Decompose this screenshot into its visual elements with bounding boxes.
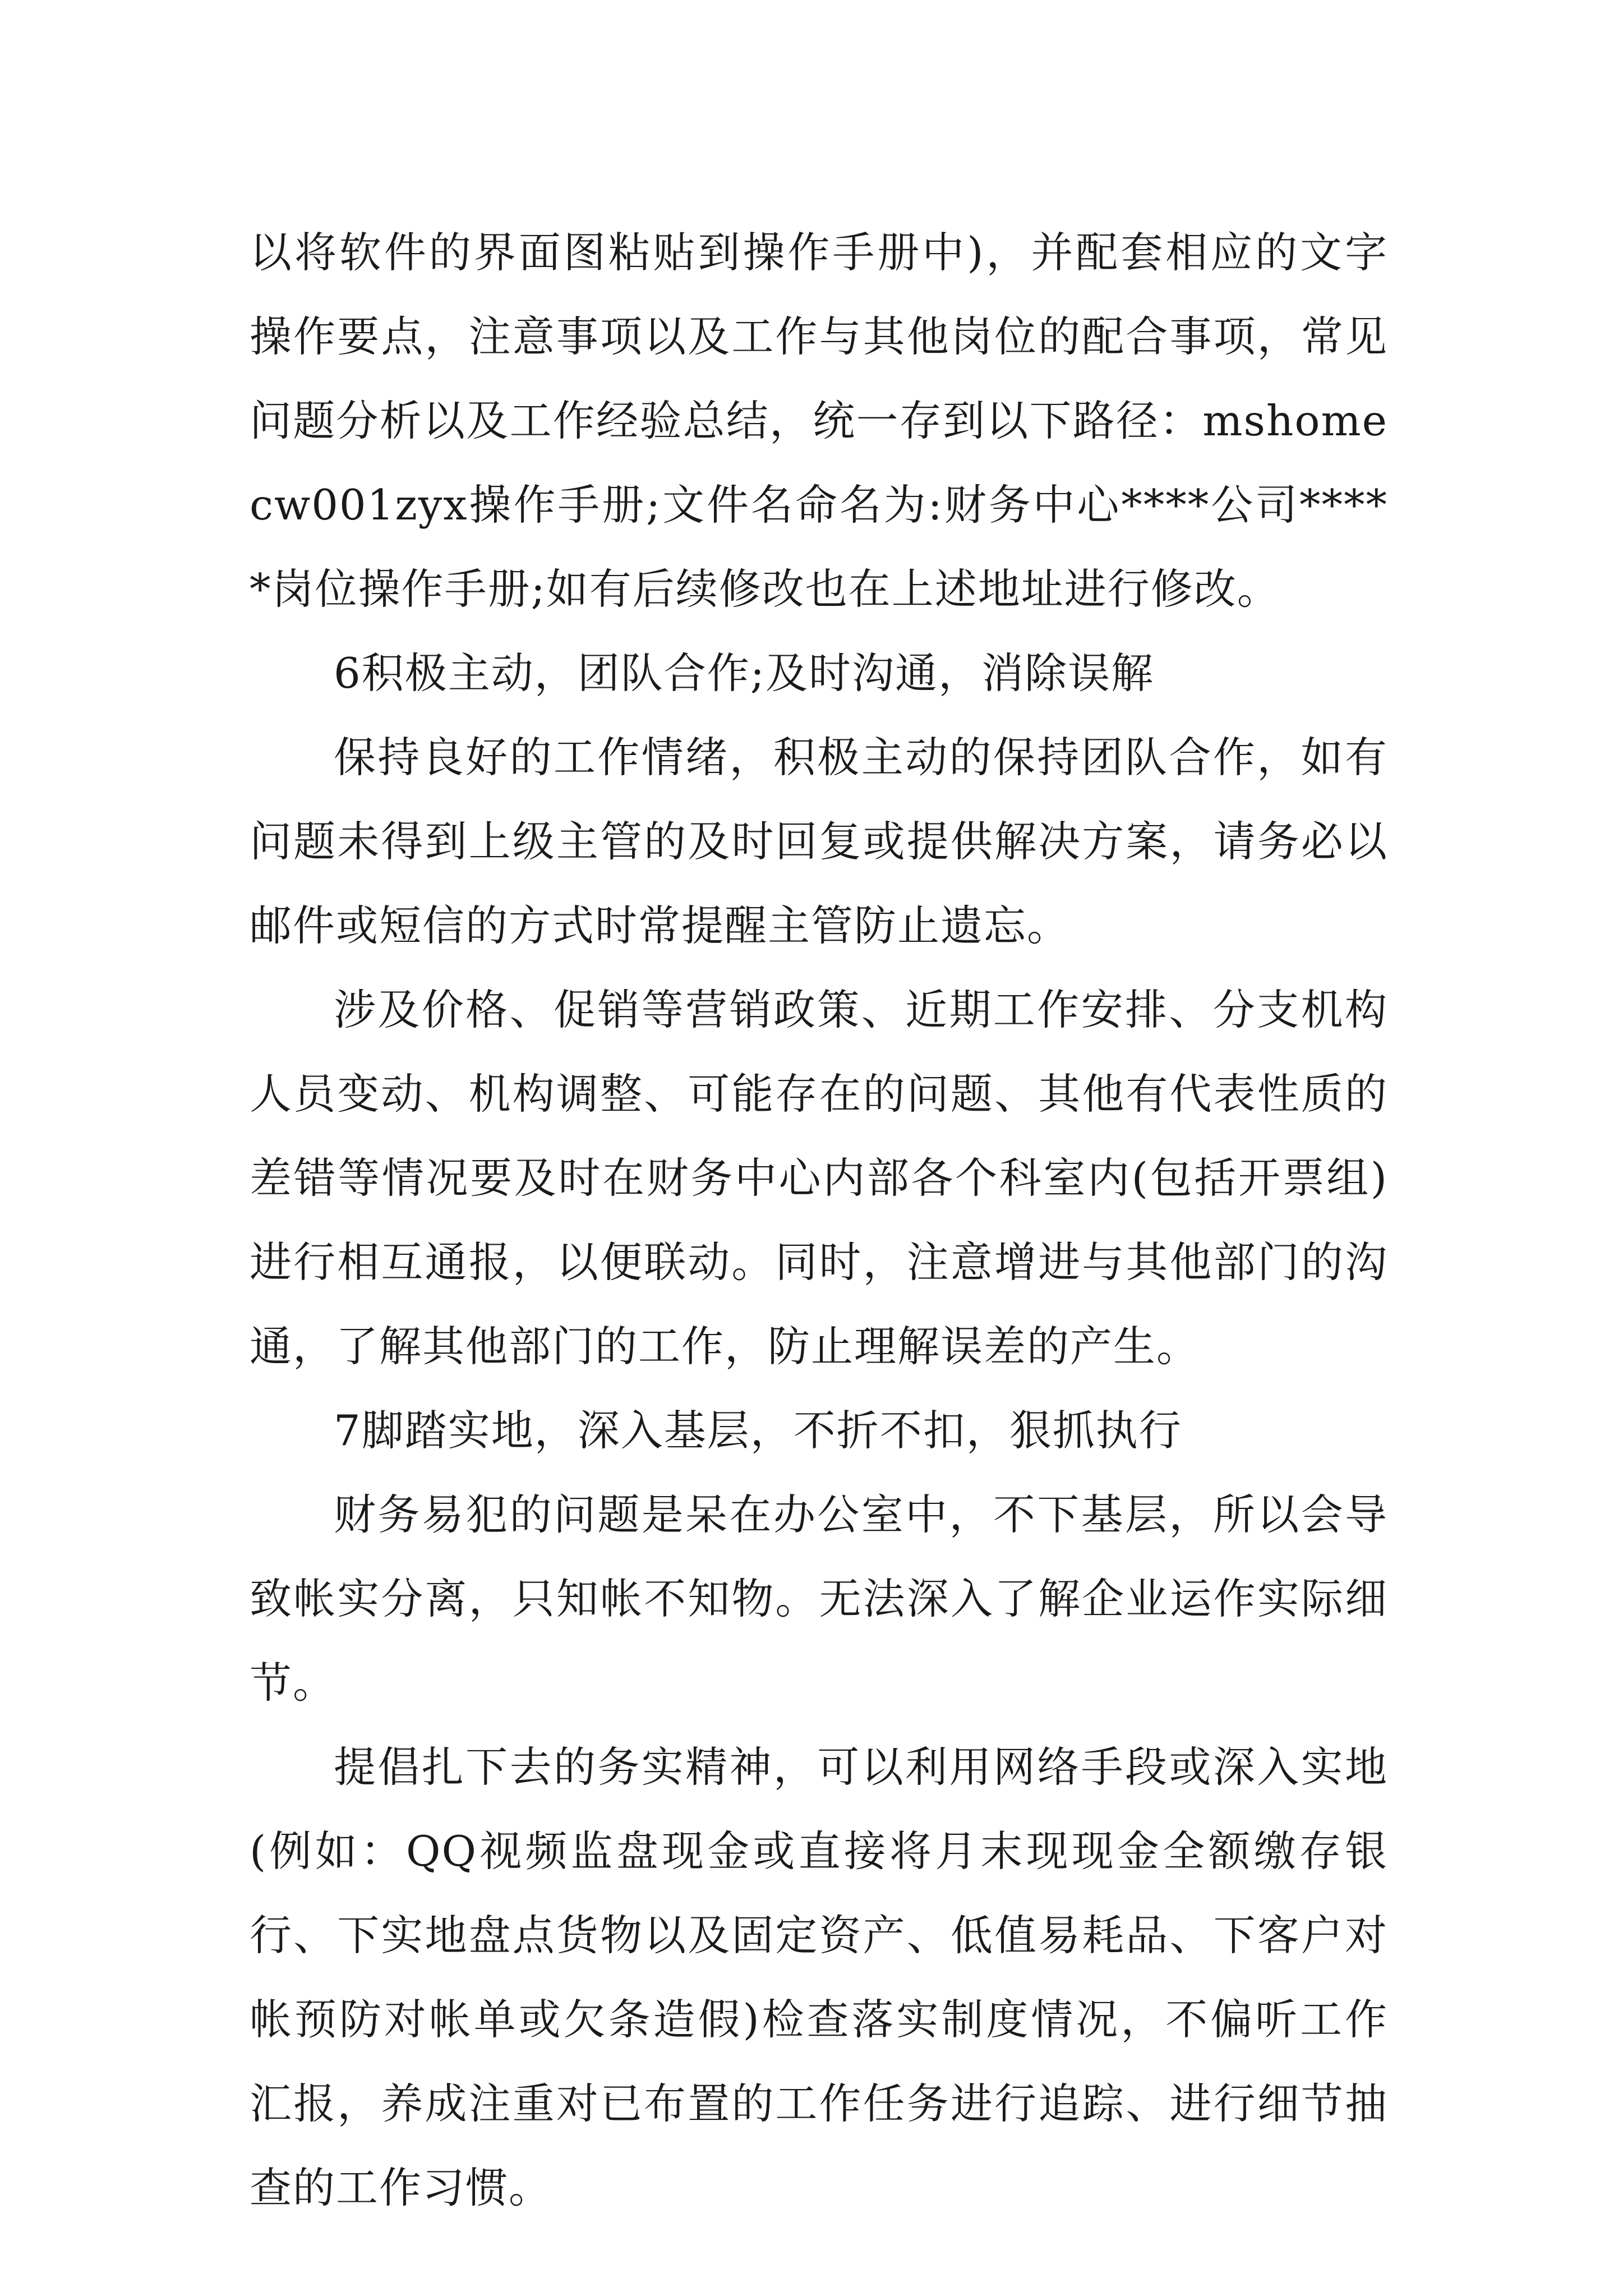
document-body <box>250 210 1388 2230</box>
section-heading-6: 6积极主动，团队合作;及时沟通，消除误解 <box>334 648 1154 698</box>
section-heading-7: 7脚踏实地，深入基层，不折不扣，狠抓执行 <box>334 1406 1182 1455</box>
paragraph-grassroots: 财务易犯的问题是呆在办公室中，不下基层，所以会导致帐实分离，只知帐不知物。无法深入了解企业运作实际细节。 <box>250 1490 1388 1708</box>
paragraph-communication: 涉及价格、促销等营销政策、近期工作安排、分支机构人员变动、机构调整、可能存在的问题、其他有代表性质的差错等情况要及时在财务中心内部各个科室内(包括开票组)进行相互通报，以便联动。同时，注意增进与其他部门的沟通，了解其他部门的工作，防止理解误差的产生。 <box>250 985 1388 1371</box>
paragraph-continuation: 以将软件的界面图粘贴到操作手册中)，并配套相应的文字操作要点，注意事项以及工作与其他岗位的配合事项，常见问题分析以及工作经验总结，统一存到以下路径：mshomecw001zyx操作手册;文件名命名为:财务中心****公司*****岗位操作手册;如有后续修改也在上述地址进行修改。 <box>250 228 1388 614</box>
paragraph-practical-spirit: 提倡扎下去的务实精神，可以利用网络手段或深入实地(例如：QQ视频监盘现金或直接将月末现现金全额缴存银行、下实地盘点货物以及固定资产、低值易耗品、下客户对帐预防对帐单或欠条造假)检查落实制度情况，不偏听工作汇报，养成注重对已布置的工作任务进行追踪、进行细节抽查的工作习惯。 <box>250 1742 1388 2212</box>
paragraph-teamwork: 保持良好的工作情绪，积极主动的保持团队合作，如有问题未得到上级主管的及时回复或提供解决方案，请务必以邮件或短信的方式时常提醒主管防止遗忘。 <box>250 733 1388 950</box>
